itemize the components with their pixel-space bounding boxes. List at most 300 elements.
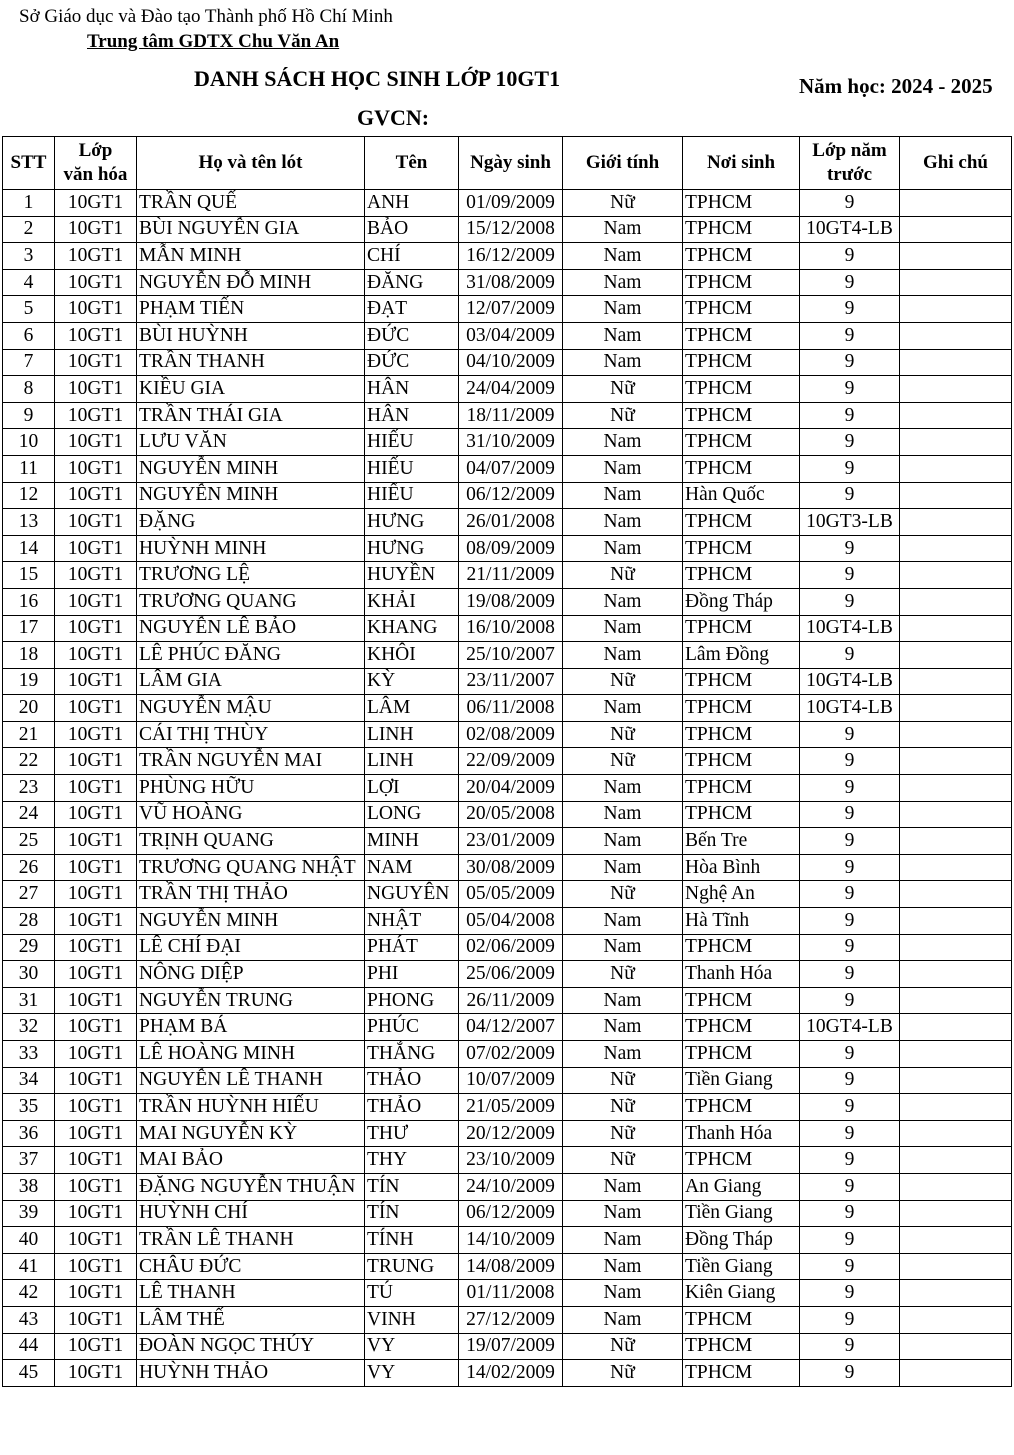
cell-previous-class: 9 bbox=[800, 349, 900, 376]
cell-birthplace: TPHCM bbox=[683, 987, 800, 1014]
cell-stt: 30 bbox=[3, 961, 55, 988]
cell-birthplace: Bến Tre bbox=[683, 828, 800, 855]
cell-stt: 8 bbox=[3, 376, 55, 403]
cell-surname: TRẦN THÁI GIA bbox=[137, 402, 365, 429]
cell-gender: Nữ bbox=[563, 961, 683, 988]
cell-gender: Nam bbox=[563, 1014, 683, 1041]
cell-class: 10GT1 bbox=[55, 1067, 137, 1094]
cell-surname: NGUYỄN LÊ THANH bbox=[137, 1067, 365, 1094]
cell-dob: 14/08/2009 bbox=[459, 1253, 563, 1280]
cell-class: 10GT1 bbox=[55, 482, 137, 509]
cell-dob: 25/10/2007 bbox=[459, 642, 563, 669]
cell-class: 10GT1 bbox=[55, 455, 137, 482]
cell-birthplace: TPHCM bbox=[683, 615, 800, 642]
cell-dob: 26/01/2008 bbox=[459, 509, 563, 536]
cell-birthplace: TPHCM bbox=[683, 349, 800, 376]
cell-class: 10GT1 bbox=[55, 190, 137, 217]
cell-notes bbox=[900, 1067, 1012, 1094]
cell-previous-class: 9 bbox=[800, 748, 900, 775]
cell-birthplace: TPHCM bbox=[683, 721, 800, 748]
table-row bbox=[3, 1067, 1012, 1094]
cell-gender: Nam bbox=[563, 908, 683, 935]
cell-surname: CHÂU ĐỨC bbox=[137, 1253, 365, 1280]
cell-gender: Nữ bbox=[563, 721, 683, 748]
cell-surname: NGUYỄN MINH bbox=[137, 908, 365, 935]
cell-name: ĐỨC bbox=[365, 322, 459, 349]
cell-birthplace: TPHCM bbox=[683, 190, 800, 217]
cell-name: THẮNG bbox=[365, 1041, 459, 1068]
cell-class: 10GT1 bbox=[55, 615, 137, 642]
cell-class: 10GT1 bbox=[55, 243, 137, 270]
table-row bbox=[3, 881, 1012, 908]
cell-class: 10GT1 bbox=[55, 1147, 137, 1174]
cell-stt: 37 bbox=[3, 1147, 55, 1174]
cell-gender: Nữ bbox=[563, 1333, 683, 1360]
cell-gender: Nữ bbox=[563, 402, 683, 429]
cell-stt: 28 bbox=[3, 908, 55, 935]
cell-stt: 31 bbox=[3, 987, 55, 1014]
col-header-class-line2: văn hóa bbox=[63, 164, 128, 185]
cell-name: HIẾU bbox=[365, 429, 459, 456]
cell-name: TÚ bbox=[365, 1280, 459, 1307]
table-row bbox=[3, 854, 1012, 881]
cell-previous-class: 9 bbox=[800, 1360, 900, 1387]
cell-class: 10GT1 bbox=[55, 1306, 137, 1333]
cell-class: 10GT1 bbox=[55, 1253, 137, 1280]
cell-name: THY bbox=[365, 1147, 459, 1174]
cell-notes bbox=[900, 190, 1012, 217]
cell-dob: 14/10/2009 bbox=[459, 1227, 563, 1254]
cell-gender: Nữ bbox=[563, 668, 683, 695]
cell-surname: KIỀU GIA bbox=[137, 376, 365, 403]
cell-stt: 27 bbox=[3, 881, 55, 908]
document-title: DANH SÁCH HỌC SINH LỚP 10GT1 bbox=[194, 66, 561, 91]
cell-dob: 06/11/2008 bbox=[459, 695, 563, 722]
cell-name: LÂM bbox=[365, 695, 459, 722]
cell-birthplace: Hà Tĩnh bbox=[683, 908, 800, 935]
cell-notes bbox=[900, 1280, 1012, 1307]
cell-dob: 10/07/2009 bbox=[459, 1067, 563, 1094]
cell-name: TRUNG bbox=[365, 1253, 459, 1280]
cell-birthplace: An Giang bbox=[683, 1173, 800, 1200]
cell-birthplace: TPHCM bbox=[683, 695, 800, 722]
cell-name: TÍN bbox=[365, 1173, 459, 1200]
cell-previous-class: 10GT4-LB bbox=[800, 615, 900, 642]
cell-name: ĐỨC bbox=[365, 349, 459, 376]
cell-notes bbox=[900, 1227, 1012, 1254]
department-name: Sở Giáo dục và Đào tạo Thành phố Hồ Chí Minh bbox=[19, 6, 393, 27]
cell-stt: 34 bbox=[3, 1067, 55, 1094]
cell-gender: Nữ bbox=[563, 562, 683, 589]
cell-name: VY bbox=[365, 1360, 459, 1387]
cell-class: 10GT1 bbox=[55, 908, 137, 935]
cell-notes bbox=[900, 1014, 1012, 1041]
cell-stt: 43 bbox=[3, 1306, 55, 1333]
cell-notes bbox=[900, 934, 1012, 961]
cell-name: ĐĂNG bbox=[365, 269, 459, 296]
cell-gender: Nam bbox=[563, 482, 683, 509]
cell-surname: TRẦN QUẾ bbox=[137, 190, 365, 217]
cell-previous-class: 9 bbox=[800, 1041, 900, 1068]
cell-stt: 10 bbox=[3, 429, 55, 456]
cell-previous-class: 9 bbox=[800, 1333, 900, 1360]
cell-name: LINH bbox=[365, 748, 459, 775]
cell-dob: 03/04/2009 bbox=[459, 322, 563, 349]
cell-birthplace: TPHCM bbox=[683, 322, 800, 349]
cell-class: 10GT1 bbox=[55, 562, 137, 589]
cell-dob: 18/11/2009 bbox=[459, 402, 563, 429]
cell-gender: Nam bbox=[563, 349, 683, 376]
cell-birthplace: TPHCM bbox=[683, 535, 800, 562]
cell-gender: Nữ bbox=[563, 748, 683, 775]
cell-notes bbox=[900, 1306, 1012, 1333]
cell-previous-class: 10GT3-LB bbox=[800, 509, 900, 536]
center-name: Trung tâm GDTX Chu Văn An bbox=[87, 31, 340, 52]
cell-previous-class: 9 bbox=[800, 376, 900, 403]
cell-name: VY bbox=[365, 1333, 459, 1360]
cell-previous-class: 9 bbox=[800, 961, 900, 988]
cell-previous-class: 9 bbox=[800, 721, 900, 748]
cell-previous-class: 9 bbox=[800, 934, 900, 961]
table-row bbox=[3, 1200, 1012, 1227]
cell-notes bbox=[900, 1173, 1012, 1200]
cell-surname: BÙI NGUYỄN GIA bbox=[137, 216, 365, 243]
cell-birthplace: Thanh Hóa bbox=[683, 961, 800, 988]
cell-birthplace: TPHCM bbox=[683, 509, 800, 536]
cell-gender: Nam bbox=[563, 934, 683, 961]
cell-surname: ĐOÀN NGỌC THÚY bbox=[137, 1333, 365, 1360]
cell-class: 10GT1 bbox=[55, 642, 137, 669]
cell-dob: 07/02/2009 bbox=[459, 1041, 563, 1068]
cell-stt: 23 bbox=[3, 775, 55, 802]
cell-name: CHÍ bbox=[365, 243, 459, 270]
cell-surname: ĐẶNG bbox=[137, 509, 365, 536]
cell-birthplace: TPHCM bbox=[683, 455, 800, 482]
table-row bbox=[3, 961, 1012, 988]
cell-birthplace: TPHCM bbox=[683, 1014, 800, 1041]
cell-notes bbox=[900, 402, 1012, 429]
cell-surname: LƯU VĂN bbox=[137, 429, 365, 456]
table-row bbox=[3, 296, 1012, 323]
cell-dob: 30/08/2009 bbox=[459, 854, 563, 881]
cell-birthplace: Nghệ An bbox=[683, 881, 800, 908]
cell-name: MINH bbox=[365, 828, 459, 855]
cell-stt: 1 bbox=[3, 190, 55, 217]
cell-previous-class: 9 bbox=[800, 775, 900, 802]
cell-stt: 20 bbox=[3, 695, 55, 722]
cell-surname: TRẦN LÊ THANH bbox=[137, 1227, 365, 1254]
cell-previous-class: 9 bbox=[800, 402, 900, 429]
cell-gender: Nam bbox=[563, 1200, 683, 1227]
cell-surname: PHÙNG HỮU bbox=[137, 775, 365, 802]
cell-notes bbox=[900, 349, 1012, 376]
cell-previous-class: 9 bbox=[800, 482, 900, 509]
cell-gender: Nữ bbox=[563, 1147, 683, 1174]
cell-class: 10GT1 bbox=[55, 1094, 137, 1121]
col-header-surname: Họ và tên lót bbox=[137, 137, 365, 190]
cell-gender: Nam bbox=[563, 854, 683, 881]
cell-dob: 23/11/2007 bbox=[459, 668, 563, 695]
cell-gender: Nam bbox=[563, 615, 683, 642]
cell-gender: Nữ bbox=[563, 376, 683, 403]
cell-surname: TRƯƠNG QUANG bbox=[137, 588, 365, 615]
table-row bbox=[3, 402, 1012, 429]
cell-birthplace: TPHCM bbox=[683, 402, 800, 429]
cell-name: THẢO bbox=[365, 1094, 459, 1121]
cell-dob: 19/08/2009 bbox=[459, 588, 563, 615]
cell-stt: 44 bbox=[3, 1333, 55, 1360]
table-row bbox=[3, 1227, 1012, 1254]
cell-previous-class: 9 bbox=[800, 429, 900, 456]
cell-class: 10GT1 bbox=[55, 961, 137, 988]
cell-gender: Nam bbox=[563, 642, 683, 669]
cell-previous-class: 9 bbox=[800, 642, 900, 669]
col-header-gender: Giới tính bbox=[563, 137, 683, 190]
cell-name: TÍNH bbox=[365, 1227, 459, 1254]
cell-stt: 6 bbox=[3, 322, 55, 349]
cell-birthplace: TPHCM bbox=[683, 1094, 800, 1121]
cell-gender: Nam bbox=[563, 509, 683, 536]
table-row bbox=[3, 1360, 1012, 1387]
cell-name: LINH bbox=[365, 721, 459, 748]
cell-gender: Nam bbox=[563, 828, 683, 855]
cell-dob: 31/10/2009 bbox=[459, 429, 563, 456]
cell-notes bbox=[900, 588, 1012, 615]
cell-class: 10GT1 bbox=[55, 801, 137, 828]
cell-name: KHÔI bbox=[365, 642, 459, 669]
cell-name: PHÚC bbox=[365, 1014, 459, 1041]
table-row bbox=[3, 588, 1012, 615]
cell-birthplace: TPHCM bbox=[683, 668, 800, 695]
cell-stt: 40 bbox=[3, 1227, 55, 1254]
table-row bbox=[3, 775, 1012, 802]
cell-stt: 39 bbox=[3, 1200, 55, 1227]
cell-dob: 02/08/2009 bbox=[459, 721, 563, 748]
cell-stt: 17 bbox=[3, 615, 55, 642]
cell-name: NAM bbox=[365, 854, 459, 881]
cell-notes bbox=[900, 269, 1012, 296]
cell-previous-class: 9 bbox=[800, 1147, 900, 1174]
cell-previous-class: 9 bbox=[800, 588, 900, 615]
cell-gender: Nữ bbox=[563, 1360, 683, 1387]
cell-stt: 25 bbox=[3, 828, 55, 855]
table-row bbox=[3, 668, 1012, 695]
cell-surname: NGUYỄN MẬU bbox=[137, 695, 365, 722]
cell-dob: 23/10/2009 bbox=[459, 1147, 563, 1174]
cell-birthplace: TPHCM bbox=[683, 216, 800, 243]
cell-birthplace: Thanh Hóa bbox=[683, 1120, 800, 1147]
cell-previous-class: 9 bbox=[800, 1067, 900, 1094]
table-header-row bbox=[3, 137, 1012, 190]
col-header-stt: STT bbox=[3, 137, 55, 190]
cell-previous-class: 9 bbox=[800, 987, 900, 1014]
cell-gender: Nam bbox=[563, 322, 683, 349]
cell-birthplace: TPHCM bbox=[683, 1306, 800, 1333]
cell-notes bbox=[900, 775, 1012, 802]
cell-surname: TRẦN HUỲNH HIẾU bbox=[137, 1094, 365, 1121]
cell-dob: 20/04/2009 bbox=[459, 775, 563, 802]
table-row bbox=[3, 1041, 1012, 1068]
cell-stt: 21 bbox=[3, 721, 55, 748]
cell-gender: Nữ bbox=[563, 1067, 683, 1094]
table-row bbox=[3, 243, 1012, 270]
cell-stt: 45 bbox=[3, 1360, 55, 1387]
cell-stt: 3 bbox=[3, 243, 55, 270]
cell-name: VINH bbox=[365, 1306, 459, 1333]
cell-notes bbox=[900, 1360, 1012, 1387]
cell-stt: 5 bbox=[3, 296, 55, 323]
cell-stt: 19 bbox=[3, 668, 55, 695]
cell-dob: 20/05/2008 bbox=[459, 801, 563, 828]
cell-surname: TRƯƠNG QUANG NHẬT bbox=[137, 854, 365, 881]
col-header-previous-class bbox=[800, 137, 900, 190]
cell-gender: Nam bbox=[563, 987, 683, 1014]
table-row bbox=[3, 934, 1012, 961]
cell-dob: 31/08/2009 bbox=[459, 269, 563, 296]
cell-gender: Nữ bbox=[563, 881, 683, 908]
cell-class: 10GT1 bbox=[55, 402, 137, 429]
cell-class: 10GT1 bbox=[55, 1120, 137, 1147]
cell-class: 10GT1 bbox=[55, 881, 137, 908]
cell-birthplace: Tiền Giang bbox=[683, 1067, 800, 1094]
cell-gender: Nam bbox=[563, 296, 683, 323]
cell-surname: LÊ THANH bbox=[137, 1280, 365, 1307]
cell-class: 10GT1 bbox=[55, 934, 137, 961]
cell-name: HIẾU bbox=[365, 482, 459, 509]
cell-dob: 16/10/2008 bbox=[459, 615, 563, 642]
cell-surname: LÊ HOÀNG MINH bbox=[137, 1041, 365, 1068]
cell-name: THƯ bbox=[365, 1120, 459, 1147]
table-row bbox=[3, 1306, 1012, 1333]
cell-stt: 32 bbox=[3, 1014, 55, 1041]
cell-birthplace: TPHCM bbox=[683, 748, 800, 775]
cell-previous-class: 9 bbox=[800, 322, 900, 349]
cell-birthplace: TPHCM bbox=[683, 376, 800, 403]
cell-class: 10GT1 bbox=[55, 588, 137, 615]
cell-name: THẢO bbox=[365, 1067, 459, 1094]
cell-gender: Nam bbox=[563, 243, 683, 270]
cell-class: 10GT1 bbox=[55, 296, 137, 323]
cell-class: 10GT1 bbox=[55, 216, 137, 243]
cell-previous-class: 9 bbox=[800, 1120, 900, 1147]
cell-previous-class: 9 bbox=[800, 1094, 900, 1121]
cell-birthplace: TPHCM bbox=[683, 429, 800, 456]
cell-gender: Nam bbox=[563, 535, 683, 562]
cell-surname: NÔNG DIỆP bbox=[137, 961, 365, 988]
cell-birthplace: Tiền Giang bbox=[683, 1200, 800, 1227]
cell-dob: 01/11/2008 bbox=[459, 1280, 563, 1307]
cell-dob: 19/07/2009 bbox=[459, 1333, 563, 1360]
cell-name: HƯNG bbox=[365, 509, 459, 536]
cell-surname: LÊ PHÚC ĐĂNG bbox=[137, 642, 365, 669]
table-row bbox=[3, 376, 1012, 403]
cell-notes bbox=[900, 961, 1012, 988]
cell-dob: 23/01/2009 bbox=[459, 828, 563, 855]
cell-notes bbox=[900, 1253, 1012, 1280]
table-row bbox=[3, 1253, 1012, 1280]
table-row bbox=[3, 535, 1012, 562]
cell-surname: NGUYỄN MINH bbox=[137, 455, 365, 482]
table-row bbox=[3, 1094, 1012, 1121]
table-row bbox=[3, 801, 1012, 828]
cell-birthplace: TPHCM bbox=[683, 801, 800, 828]
cell-dob: 16/12/2009 bbox=[459, 243, 563, 270]
cell-stt: 36 bbox=[3, 1120, 55, 1147]
cell-notes bbox=[900, 216, 1012, 243]
cell-gender: Nam bbox=[563, 1280, 683, 1307]
cell-notes bbox=[900, 668, 1012, 695]
cell-notes bbox=[900, 376, 1012, 403]
cell-name: NGUYÊN bbox=[365, 881, 459, 908]
cell-birthplace: TPHCM bbox=[683, 934, 800, 961]
cell-surname: TRƯƠNG LỆ bbox=[137, 562, 365, 589]
cell-surname: TRẦN NGUYỄN MAI bbox=[137, 748, 365, 775]
cell-dob: 02/06/2009 bbox=[459, 934, 563, 961]
table-row bbox=[3, 562, 1012, 589]
cell-name: ANH bbox=[365, 190, 459, 217]
cell-dob: 01/09/2009 bbox=[459, 190, 563, 217]
table-row bbox=[3, 349, 1012, 376]
table-row bbox=[3, 1173, 1012, 1200]
cell-notes bbox=[900, 987, 1012, 1014]
cell-surname: ĐẶNG NGUYỄN THUẬN bbox=[137, 1173, 365, 1200]
cell-name: ĐẠT bbox=[365, 296, 459, 323]
cell-stt: 4 bbox=[3, 269, 55, 296]
table-row bbox=[3, 721, 1012, 748]
table-row bbox=[3, 1014, 1012, 1041]
table-row bbox=[3, 216, 1012, 243]
table-row bbox=[3, 748, 1012, 775]
cell-notes bbox=[900, 535, 1012, 562]
table-row bbox=[3, 269, 1012, 296]
homeroom-teacher-label: GVCN: bbox=[357, 105, 430, 130]
cell-notes bbox=[900, 296, 1012, 323]
table-row bbox=[3, 695, 1012, 722]
table-row bbox=[3, 828, 1012, 855]
cell-surname: VŨ HOÀNG bbox=[137, 801, 365, 828]
cell-surname: TRỊNH QUANG bbox=[137, 828, 365, 855]
cell-stt: 24 bbox=[3, 801, 55, 828]
school-year: Năm học: 2024 - 2025 bbox=[799, 74, 993, 98]
cell-dob: 27/12/2009 bbox=[459, 1306, 563, 1333]
cell-gender: Nam bbox=[563, 588, 683, 615]
cell-dob: 21/11/2009 bbox=[459, 562, 563, 589]
cell-class: 10GT1 bbox=[55, 1014, 137, 1041]
cell-notes bbox=[900, 695, 1012, 722]
cell-class: 10GT1 bbox=[55, 695, 137, 722]
cell-dob: 24/04/2009 bbox=[459, 376, 563, 403]
table-row bbox=[3, 190, 1012, 217]
cell-notes bbox=[900, 748, 1012, 775]
cell-birthplace: Đồng Tháp bbox=[683, 588, 800, 615]
cell-dob: 14/02/2009 bbox=[459, 1360, 563, 1387]
cell-notes bbox=[900, 509, 1012, 536]
cell-name: LONG bbox=[365, 801, 459, 828]
cell-name: HIẾU bbox=[365, 455, 459, 482]
cell-notes bbox=[900, 482, 1012, 509]
cell-surname: MAI NGUYỄN KỲ bbox=[137, 1120, 365, 1147]
cell-previous-class: 9 bbox=[800, 854, 900, 881]
cell-previous-class: 9 bbox=[800, 455, 900, 482]
cell-class: 10GT1 bbox=[55, 721, 137, 748]
cell-birthplace: Đồng Tháp bbox=[683, 1227, 800, 1254]
cell-birthplace: TPHCM bbox=[683, 1360, 800, 1387]
cell-gender: Nam bbox=[563, 1041, 683, 1068]
cell-stt: 12 bbox=[3, 482, 55, 509]
cell-name: PHI bbox=[365, 961, 459, 988]
cell-class: 10GT1 bbox=[55, 1360, 137, 1387]
cell-birthplace: Hòa Bình bbox=[683, 854, 800, 881]
